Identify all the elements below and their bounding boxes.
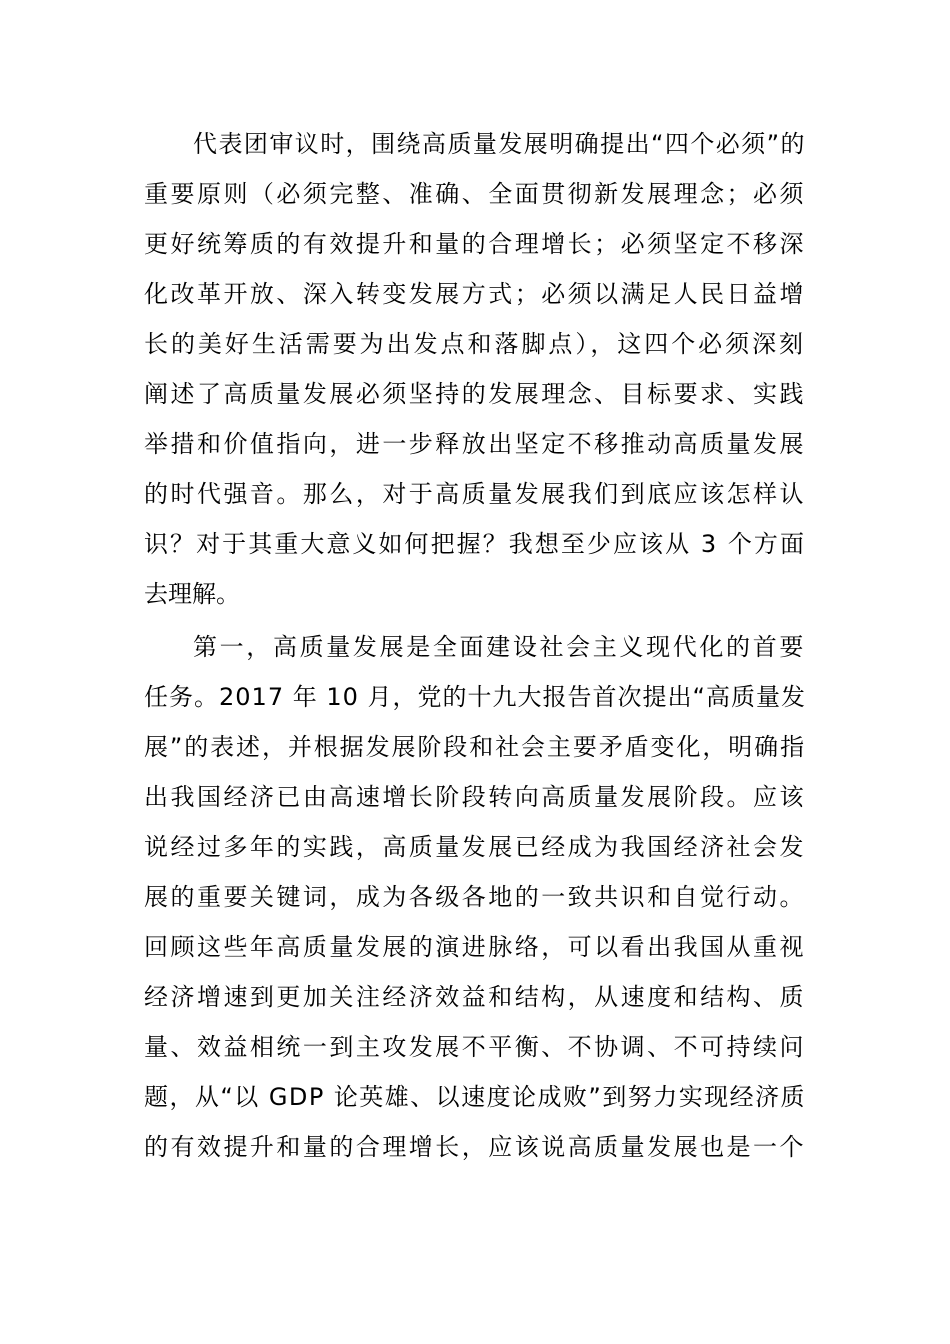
text-line: 题，从“以 GDP 论英雄、以速度论成败”到努力实现经济质 bbox=[144, 1083, 806, 1111]
text-line: 举措和价值指向，进一步释放出坚定不移推动高质量发展 bbox=[144, 430, 806, 458]
text-line: 长的美好生活需要为出发点和落脚点），这四个必须深刻 bbox=[144, 330, 806, 358]
text-line: 重要原则（必须完整、准确、全面贯彻新发展理念；必须 bbox=[144, 180, 806, 208]
text-line: 说经过多年的实践，高质量发展已经成为我国经济社会发 bbox=[144, 833, 806, 861]
text-line: 的时代强音。那么，对于高质量发展我们到底应该怎样认 bbox=[144, 480, 806, 508]
text-line: 化改革开放、深入转变发展方式；必须以满足人民日益增 bbox=[144, 280, 806, 308]
text-line: 阐述了高质量发展必须坚持的发展理念、目标要求、实践 bbox=[144, 380, 806, 408]
text-line: 量、效益相统一到主攻发展不平衡、不协调、不可持续问 bbox=[144, 1033, 806, 1061]
text-line: 的有效提升和量的合理增长，应该说高质量发展也是一个 bbox=[144, 1133, 806, 1161]
text-line: 代表团审议时，围绕高质量发展明确提出“四个必须”的 bbox=[193, 130, 806, 158]
text-line: 经济增速到更加关注经济效益和结构，从速度和结构、质 bbox=[144, 983, 806, 1011]
text-line: 更好统筹质的有效提升和量的合理增长；必须坚定不移深 bbox=[144, 230, 806, 258]
text-line: 识？对于其重大意义如何把握？我想至少应该从 3 个方面 bbox=[144, 530, 806, 558]
text-line: 展”的表述，并根据发展阶段和社会主要矛盾变化，明确指 bbox=[144, 733, 806, 761]
text-line: 出我国经济已由高速增长阶段转向高质量发展阶段。应该 bbox=[144, 783, 806, 811]
text-line: 任务。2017 年 10 月，党的十九大报告首次提出“高质量发 bbox=[144, 683, 806, 711]
text-line: 第一，高质量发展是全面建设社会主义现代化的首要 bbox=[193, 633, 806, 661]
text-line: 展的重要关键词，成为各级各地的一致共识和自觉行动。 bbox=[144, 883, 806, 911]
text-line: 回顾这些年高质量发展的演进脉络，可以看出我国从重视 bbox=[144, 933, 806, 961]
text-line: 去理解。 bbox=[144, 580, 240, 608]
